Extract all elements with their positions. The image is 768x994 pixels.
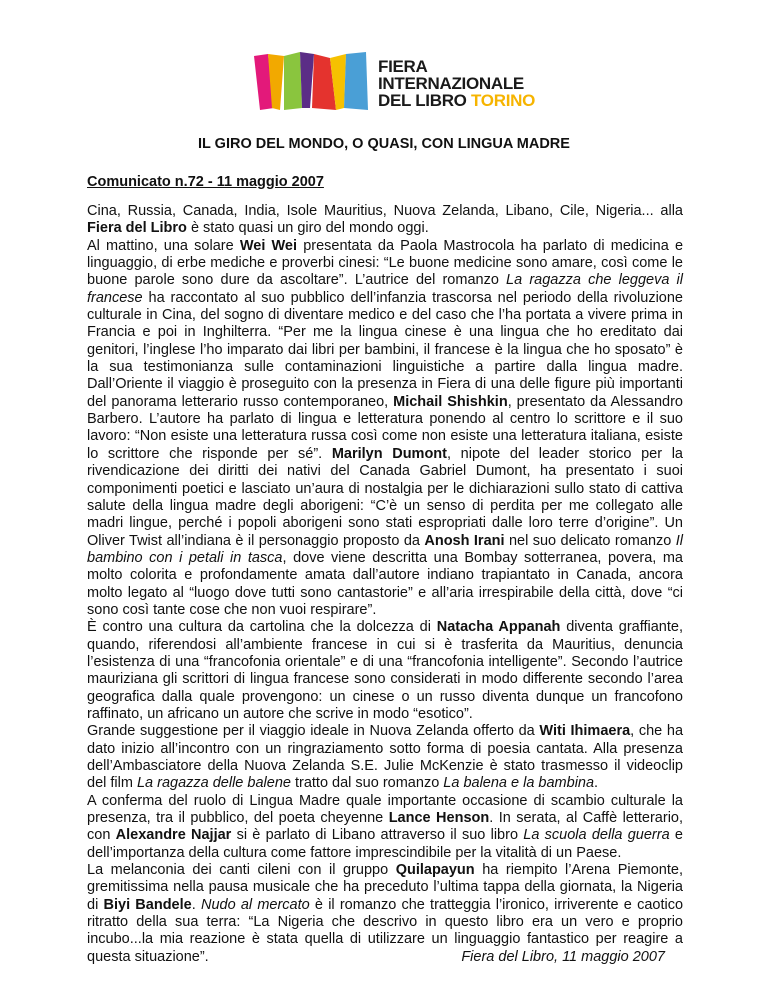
text-run: tratto dal suo romanzo — [290, 775, 444, 792]
logo-line-3 — [378, 92, 535, 109]
paragraph-lingua-madre — [87, 793, 683, 862]
logo-line-3b: TORINO — [471, 91, 536, 110]
paragraph-new-zealand — [87, 723, 683, 792]
text-run: , nipote del leader storico per la rivendicazione dei diritti dei nativi del Canada Gabriel Dumont, ha presentato i suoi componimenti poetici e lasciato un’aura di nostalgia per le dichiarazioni sullo stato di cattiva salute della lingua madre degli aborigeni: “C’è un senso di perdita per me collegato alle madri lingue, perché i popoli aborigeni sono stati espropriati dalle loro terre d’origine”. Un Oliver Twist all’indiana è il personaggio proposto da — [87, 445, 683, 549]
logo-stripe — [300, 52, 314, 108]
text-run: nel suo delicato romanzo — [504, 532, 676, 549]
bold-name: Anosh Irani — [424, 532, 505, 549]
logo-stripe — [344, 52, 368, 110]
logo-wordmark — [378, 58, 535, 109]
text-run: ha riempito l’Arena Piemonte, gremitissima nella pausa musicale che ha preceduto l’ultima tappa della giornata, la Nigeria di — [87, 862, 683, 913]
text-run: È contro una cultura da cartolina che la dolcezza di — [87, 619, 437, 636]
bold-name: Wei Wei — [239, 237, 298, 254]
logo-line-1: FIERA — [378, 57, 428, 76]
text-run: , che ha dato inizio all’incontro con un ringraziamento sotto forma di poesia cantata. Alla presenza dell’Ambasciatore della Nuova Zelanda S.E. Julie McKenzie è stato trasmesso il videoclip del film — [87, 723, 684, 792]
text-run: Cina, Russia, Canada, India, Isole Mauritius, Nuova Zelanda, Libano, Cile, Nigeria... alla — [87, 203, 683, 219]
paragraph-appanah — [87, 619, 683, 723]
bold-name: Alexandre Najjar — [115, 827, 232, 844]
text-run: La melanconia dei canti cileni con il gruppo — [87, 862, 396, 879]
paragraph-evening — [87, 862, 683, 966]
logo-stripe — [284, 52, 302, 110]
bold-name: Biyi Bandele — [103, 896, 192, 913]
book-title: La ragazza che leggeva il francese — [87, 272, 683, 306]
paragraph-intro — [87, 203, 683, 238]
bold-name: Natacha Appanah — [436, 619, 561, 636]
text-run: , dove viene descritta una Bombay sotterranea, povera, ma molto colorita e profondamente amata dall’autore indiano trapiantato in Canada, ancora molto legato al “luogo dove tutti sono cantastorie” e all’aria irrespirabile della città, dove “ci sono così tante cose che non vuoi respirare”. — [87, 549, 683, 618]
text-run: , presentato da Alessandro Barbero. L’autore ha parlato di lingua e letteratura ponendo al centro lo scrittore e il suo lavoro: “Non esiste una letteratura russa così come non esiste una letteratura italiana, esiste lo scrittore che risponde per sé”. — [87, 393, 684, 462]
book-title: Nudo al mercato — [200, 896, 310, 913]
bold-name: Quilapayun — [395, 862, 475, 879]
bold-name: Michail Shishkin — [393, 393, 508, 410]
page-title: IL GIRO DEL MONDO, O QUASI, CON LINGUA MADRE — [198, 136, 570, 152]
footer-signature: Fiera del Libro, 11 maggio 2007 — [461, 948, 665, 965]
text-run: è stato quasi un giro del mondo oggi. — [186, 220, 429, 237]
fair-logo — [250, 50, 550, 112]
bold-name: Marilyn Dumont — [331, 445, 447, 462]
text-run: è il romanzo che tratteggia l’ironico, irriverente e caotico ritratto della sua terra: “La Nigeria che descrivo in questo libro era un vero e proprio incubo...la mia reazione è stata quella di utilizzare un linguaggio fantastico per reagire a questa situazione”. — [87, 896, 684, 965]
logo-line-2: INTERNAZIONALE — [378, 74, 524, 93]
text-run: e dell’importanza della cultura come fattore imprescindibile per la vitalità di un Paese. — [87, 827, 683, 861]
bold-name: Lance Henson — [388, 810, 490, 827]
text-run: . — [191, 896, 201, 913]
text-run: Grande suggestione per il viaggio ideale in Nuova Zelanda offerto da — [87, 723, 540, 740]
article-body — [87, 203, 683, 966]
book-title: La scuola della guerra — [523, 827, 670, 844]
bold-name: Fiera del Libro — [87, 220, 187, 237]
text-run: diventa graffiante, quando, riferendosi all’ambiente francese in cui si è trasferita da Mauritius, denuncia l’esistenza di una “francofonia orientale” e di una “francofonia intelligente”. Secondo l’autrice mauriziana gli scrittori di lingua francese sono considerati in modo differente secondo l’area geografica dalla quale provengono: un cinese o un russo diventa dunque un francofono raffinato, un africano un autore che scrive in modo “esotico”. — [87, 619, 683, 722]
press-release-number: Comunicato n.72 - 11 maggio 2007 — [87, 174, 324, 190]
text-run: presentata da Paola Mastrocola ha parlato di medicina e linguaggio, di erbe mediche e proverbi cinesi: “Le buone medicine sono amare, così come le buone parole sono dure da ascoltare”. L’autrice del romanzo — [87, 237, 684, 289]
book-title: La balena e la bambina — [443, 775, 595, 792]
text-run: A conferma del ruolo di Lingua Madre quale importante occasione di scambio culturale la presenza, tra il pubblico, del poeta cheyenne — [87, 792, 683, 827]
text-run: si è parlato di Libano attraverso il suo libro — [231, 827, 524, 844]
text-run: . — [594, 775, 599, 792]
logo-line-3a: DEL LIBRO — [378, 91, 472, 110]
text-run: Al mattino, una solare — [87, 237, 240, 254]
text-run: ha raccontato al suo pubblico dell’infanzia trascorsa nel periodo della rivoluzione culturale in Cina, del sogno di diventare medico e del caso che l’ha portata a vivere prima in Francia e poi in Inghilterra. “Per me la lingua cinese è una lingua che ho ereditato dai genitori, l’inglese l’ho imparato dai libri per bambini, il francese è la lingua che ho sposato” è la sua testimonianza sulle contaminazioni linguistiche a partire dalla lingua madre. Dall’Oriente il viaggio è proseguito con la presenza in Fiera di una delle figure più importanti del panorama letterario russo contemporaneo, — [87, 289, 683, 410]
book-title: La ragazza delle balene — [136, 775, 291, 792]
bold-name: Witi Ihimaera — [539, 723, 631, 740]
logo-stripes-icon — [250, 50, 374, 112]
book-title: Il bambino con i petali in tasca — [87, 532, 684, 566]
paragraph-morning — [87, 238, 683, 620]
text-run: . In serata, al Caffè letterario, con — [87, 810, 684, 844]
